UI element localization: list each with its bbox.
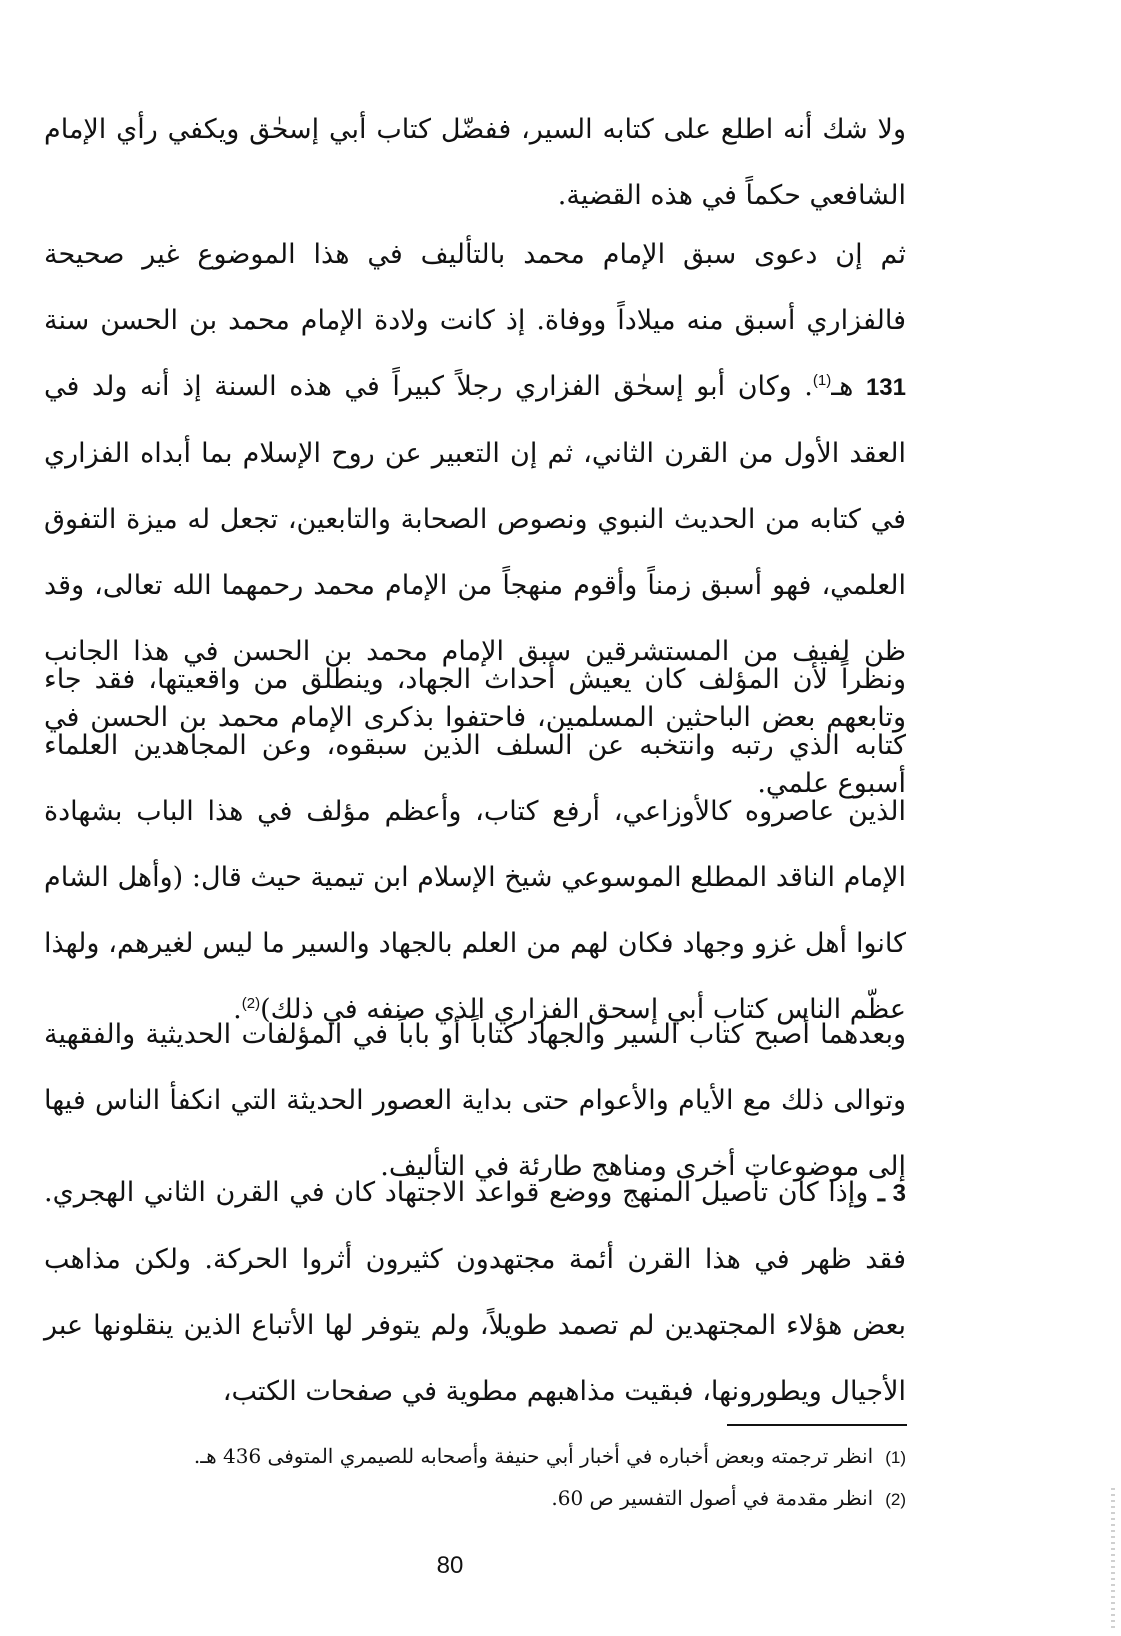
paragraph-5 — [44, 1160, 906, 1425]
section-number: 3 ـ — [877, 1180, 906, 1207]
scan-edge-mark — [1111, 1488, 1115, 1628]
page-number: 80 — [436, 1552, 464, 1579]
paragraph-2-text-a: ثم إن دعوى سبق الإمام محمد بالتأليف في هذا الموضوع غير صحيحة فالفزاري أسبق منه ميلاداً ووفاة. إذ كانت ولادة الإمام محمد بن الحسن سنة — [44, 239, 906, 336]
paragraph-5-text: وإذا كان تأصيل المنهج ووضع قواعد الاجتهاد كان في القرن الثاني الهجري. فقد ظهر في هذا القرن أئمة مجتهدون كثيرون أثروا الحركة. ولكن مذاهب بعض هؤلاء المجتهدين لم تصمد طويلاً، ولم يتوفر لها الأتباع الذين ينقلونها عبر الأجيال ويطورونها، فبقيت مذاهبهم مطوية في صفحات الكتب، — [44, 1177, 906, 1407]
paragraph-2-text-b: . وكان أبو إسحٰق الفزاري رجلاً كبيراً في هذه السنة إذ أنه ولد في العقد الأول من القرن الثاني، ثم إن التعبير عن روح الإسلام بما أبداه الفزاري في كتابه من الحديث النبوي ونصوص الصحابة والتابعين، تجعل له ميزة التفوق العلمي، فهو أسبق زمناً وأقوم منهجاً من الإمام محمد رحمهما الله تعالى، وقد ظن لفيف من المستشرقين سبق الإمام محمد بن الحسن في هذا الجانب وتابعهم بعض الباحثين المسلمين، فاحتفوا بذكرى الإمام محمد بن الحسن في أسبوع علمي. — [44, 371, 906, 799]
paragraph-3-text: ونظراً لأن المؤلف كان يعيش أحداث الجهاد، وينطلق من واقعيتها، فقد جاء كتابه الذي رتبه وانتخبه عن السلف الذين سبقوه، وعن المجاهدين العلماء الذين عاصروه كالأوزاعي، أرفع كتاب، وأعظم مؤلف في هذا الباب بشهادة الإمام الناقد المطلع الموسوعي شيخ الإسلام ابن تيمية حيث قال: (وأهل الشام كانوا أهل غزو وجهاد فكان لهم من العلم بالجهاد والسير ما ليس لغيرهم، ولهذا عظّم الناس كتاب أبي إسحق الفزاري الذي صنفه في ذلك) — [44, 664, 906, 1025]
footnote-2 — [60, 1478, 906, 1520]
footnote-2-number: (2) — [885, 1490, 906, 1509]
footnote-1 — [60, 1436, 906, 1478]
footnote-1-text: انظر ترجمته وبعض أخباره في أخبار أبي حنيفة وأصحابه للصيمري المتوفى 436 هـ. — [193, 1444, 874, 1468]
hijri-suffix: هـ — [831, 371, 866, 402]
footnotes — [60, 1436, 906, 1520]
paragraph-3 — [44, 647, 906, 1043]
paragraph-3-end: . — [233, 994, 242, 1025]
paragraph-1: ولا شك أنه اطلع على كتابه السير، ففضّل كتاب أبي إسحٰق ويكفي رأي الإمام الشافعي حكماً في هذه القضية. — [44, 114, 906, 211]
footnote-divider — [727, 1424, 907, 1426]
paragraph-4: وبعدهما أصبح كتاب السير والجهاد كتاباً أو باباً في المؤلفات الحديثية والفقهية وتوالى ذلك مع الأيام والأعوام حتى بداية العصور الحديثة التي انكفأ الناس فيها إلى موضوعات أخرى ومناهج طارئة في التأليف. — [44, 1019, 906, 1182]
footnote-1-number: (1) — [885, 1448, 906, 1467]
footnote-ref-2[interactable]: (2) — [241, 995, 261, 1012]
footnote-2-text: انظر مقدمة في أصول التفسير ص 60. — [551, 1486, 874, 1510]
footnote-ref-1[interactable]: (1) — [812, 372, 832, 389]
year-number: 131 — [865, 374, 906, 401]
